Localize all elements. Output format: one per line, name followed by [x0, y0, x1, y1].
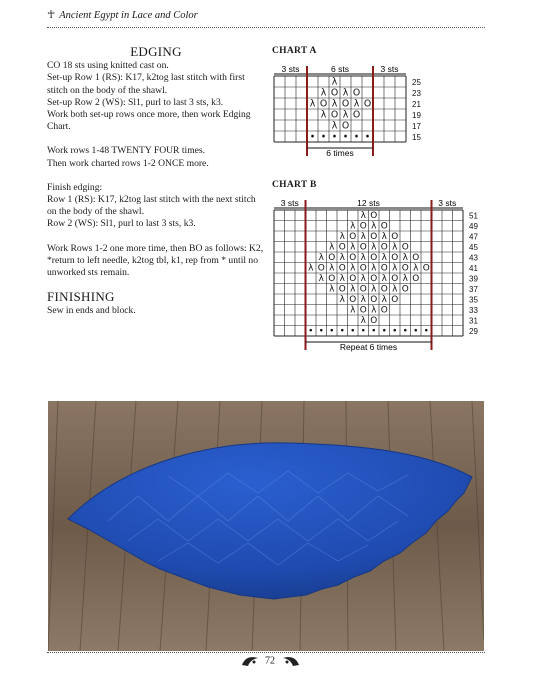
chartA-stitch-symbol: λ — [342, 109, 349, 121]
chartB-stitch-symbol: λ — [350, 263, 356, 274]
header-rule — [47, 27, 485, 28]
chartA-stitch-symbol: O — [363, 98, 372, 110]
chartB-stitch-symbol: λ — [318, 253, 324, 264]
instruction-finish-label: Finish edging: — [47, 181, 103, 193]
chartB-stitch-symbol: λ — [371, 221, 377, 232]
chartB-stitch-symbol: λ — [371, 305, 377, 316]
chartA-mid-label: 6 sts — [331, 64, 349, 74]
chartB-stitch-symbol: λ — [360, 295, 366, 306]
chartB-stitch-symbol: λ — [402, 274, 408, 285]
edging-instructions — [47, 46, 265, 330]
chartB-row-number: 31 — [469, 316, 478, 326]
chartA-stitch-symbol: λ — [331, 120, 338, 132]
chartB-stitch-symbol: • — [339, 326, 345, 337]
chartA-right-label: 3 sts — [380, 64, 399, 74]
chartA-stitch-symbol: O — [341, 120, 350, 132]
chartB-stitch-symbol: • — [423, 326, 429, 337]
chartB-stitch-symbol: λ — [381, 295, 387, 306]
chartB-stitch-symbol: λ — [329, 242, 335, 253]
chartB-stitch-symbol: O — [412, 253, 420, 264]
instruction-chart-once: Then work charted rows 1-2 ONCE more. — [47, 157, 209, 169]
instruction-cast-on: CO 18 sts using knitted cast on. — [47, 60, 169, 72]
chartB-stitch-symbol: λ — [381, 232, 387, 243]
chartB-stitch-symbol: • — [413, 326, 419, 337]
chartB-stitch-symbol: λ — [360, 211, 366, 222]
instruction-setup-row-2: Set-up Row 2 (WS): Sl1, purl to last 3 sts, k3. — [47, 96, 224, 108]
finishing-text: Sew in ends and block. — [47, 305, 136, 317]
chartB-left-label: 3 sts — [280, 198, 299, 208]
chartA-stitch-symbol: λ — [353, 98, 360, 110]
chartB-stitch-symbol: O — [391, 295, 399, 306]
chartB-stitch-symbol: O — [391, 274, 399, 285]
chartA-stitch-symbol: λ — [331, 76, 338, 88]
chartB-stitch-symbol: O — [317, 263, 325, 274]
chartB-stitch-symbol: O — [380, 284, 388, 295]
chartB-stitch-symbol: λ — [402, 253, 408, 264]
chartB-stitch-symbol: λ — [329, 263, 335, 274]
chartB-stitch-symbol: • — [329, 326, 335, 337]
chartB-stitch-symbol: O — [359, 221, 367, 232]
chartB-stitch-symbol: λ — [339, 232, 345, 243]
chartA-stitch-symbol: O — [352, 109, 361, 121]
chartB-stitch-symbol: λ — [360, 274, 366, 285]
left-ornament-icon — [241, 655, 259, 667]
chartA-stitch-symbol: λ — [320, 109, 327, 121]
chartB-stitch-symbol: O — [349, 274, 357, 285]
chartB-stitch-symbol: λ — [350, 221, 356, 232]
chartB-row-number: 49 — [469, 221, 478, 231]
chartB-stitch-symbol: • — [371, 326, 377, 337]
chartB-stitch-symbol: λ — [413, 263, 419, 274]
chartB-right-label: 3 sts — [438, 198, 457, 208]
chartB-stitch-symbol: • — [381, 326, 387, 337]
chartB-stitch-symbol: O — [370, 211, 378, 222]
finishing-heading: FINISHING — [47, 289, 115, 305]
chartB-stitch-symbol: O — [370, 316, 378, 327]
chartA-stitch-symbol: • — [342, 131, 349, 143]
chartB-stitch-symbol: O — [412, 274, 420, 285]
chart-a-title: CHART A — [272, 46, 317, 56]
chartB-row-number: 29 — [469, 326, 478, 336]
chartB-row-number: 41 — [469, 263, 478, 273]
chartB-stitch-symbol: • — [360, 326, 366, 337]
running-head — [47, 8, 198, 21]
chartA-stitch-symbol: O — [352, 87, 361, 99]
footer-rule — [47, 652, 485, 653]
chartB-row-number: 43 — [469, 253, 478, 263]
chartB-stitch-symbol: λ — [339, 295, 345, 306]
chartB-row-number: 45 — [469, 242, 478, 252]
chartB-stitch-symbol: O — [380, 221, 388, 232]
page-number: 72 — [265, 655, 275, 667]
chartA-stitch-symbol: • — [364, 131, 371, 143]
chartA-row-number: 21 — [412, 99, 421, 109]
chartB-stitch-symbol: λ — [371, 284, 377, 295]
chartB-stitch-symbol: O — [328, 274, 336, 285]
chartB-stitch-symbol: λ — [392, 263, 398, 274]
instruction-finish-row-2: Row 2 (WS): Sl1, purl to last 3 sts, k3. — [47, 218, 196, 230]
chartB-stitch-symbol: λ — [360, 316, 366, 327]
chartB-row-number: 39 — [469, 274, 478, 284]
chartA-stitch-symbol: O — [330, 87, 339, 99]
chartB-stitch-symbol: • — [308, 326, 314, 337]
chartB-stitch-symbol: O — [328, 253, 336, 264]
chartB-stitch-symbol: O — [370, 253, 378, 264]
instruction-repeat-setup: Work both set-up rows once more, then work Edging Chart. — [47, 109, 251, 133]
chartA-stitch-symbol: O — [341, 98, 350, 110]
instruction-bind-off: Work Rows 1-2 one more time, then BO as follows: K2, *return to left needle, k2tog tbl, k1, rep from * until no unworked sts remain. — [47, 242, 264, 279]
chartB-stitch-symbol: O — [391, 253, 399, 264]
right-ornament-icon — [282, 655, 300, 667]
chartB-row-number: 35 — [469, 295, 478, 305]
chartB-stitch-symbol: O — [370, 274, 378, 285]
chartB-row-number: 51 — [469, 211, 478, 221]
instruction-work-rows: Work rows 1-48 TWENTY FOUR times. — [47, 145, 206, 157]
chartB-row-number: 47 — [469, 232, 478, 242]
chartB-stitch-symbol: O — [338, 242, 346, 253]
chartA-stitch-symbol: O — [319, 98, 328, 110]
chartA-stitch-symbol: λ — [331, 98, 338, 110]
chartB-stitch-symbol: O — [349, 295, 357, 306]
chartB-stitch-symbol: λ — [360, 232, 366, 243]
chartA-stitch-symbol: λ — [320, 87, 327, 99]
chartB-stitch-symbol: λ — [339, 253, 345, 264]
shawl-photo — [48, 401, 484, 651]
chartB-stitch-symbol: O — [380, 263, 388, 274]
chartB-stitch-symbol: O — [401, 263, 409, 274]
chartA-row-number: 17 — [412, 121, 421, 131]
chartB-stitch-symbol: • — [392, 326, 398, 337]
chartA-stitch-symbol: • — [331, 131, 338, 143]
chartB-stitch-symbol: λ — [308, 263, 314, 274]
chartA-stitch-symbol: λ — [309, 98, 316, 110]
chartA-row-number: 23 — [412, 88, 421, 98]
chartA-stitch-symbol: O — [330, 109, 339, 121]
chartB-row-number: 37 — [469, 284, 478, 294]
instruction-finish-row-1: Row 1 (RS): K17, k2tog last stitch with the next stitch on the body of the shawl. — [47, 194, 256, 218]
chartB-stitch-symbol: O — [359, 242, 367, 253]
chartB-stitch-symbol: λ — [371, 263, 377, 274]
chartA-row-number: 19 — [412, 110, 421, 120]
chart-b — [270, 196, 480, 352]
folio — [0, 655, 540, 667]
chartB-stitch-symbol: λ — [381, 253, 387, 264]
chartB-stitch-symbol: O — [380, 305, 388, 316]
chartB-stitch-symbol: λ — [318, 274, 324, 285]
chart-b-title: CHART B — [272, 180, 317, 190]
chartA-bottom-label: 6 times — [326, 148, 354, 158]
chartB-stitch-symbol: O — [359, 284, 367, 295]
running-head-title: Ancient Egypt in Lace and Color — [59, 10, 198, 21]
chartB-stitch-symbol: O — [349, 232, 357, 243]
chartA-stitch-symbol: • — [320, 131, 327, 143]
chartA-stitch-symbol: λ — [342, 87, 349, 99]
chartB-stitch-symbol: λ — [329, 284, 335, 295]
chartB-stitch-symbol: O — [359, 305, 367, 316]
chartB-stitch-symbol: O — [401, 284, 409, 295]
chartB-stitch-symbol: • — [318, 326, 324, 337]
chartB-stitch-symbol: O — [370, 295, 378, 306]
chartB-stitch-symbol: λ — [392, 284, 398, 295]
chartA-stitch-symbol: • — [353, 131, 360, 143]
chartB-stitch-symbol: O — [359, 263, 367, 274]
chartB-stitch-symbol: • — [402, 326, 408, 337]
chart-a — [270, 62, 430, 158]
chartB-stitch-symbol: O — [338, 263, 346, 274]
chartB-stitch-symbol: O — [349, 253, 357, 264]
chartB-stitch-symbol: O — [391, 232, 399, 243]
chartB-mid-label: 12 sts — [357, 198, 380, 208]
chartB-stitch-symbol: • — [350, 326, 356, 337]
chartB-stitch-symbol: λ — [371, 242, 377, 253]
instruction-setup-row-1: Set-up Row 1 (RS): K17, k2tog last stitch with first stitch on the body of the shawl. — [47, 72, 245, 96]
chartB-row-number: 33 — [469, 305, 478, 315]
chartB-stitch-symbol: λ — [350, 284, 356, 295]
chartA-stitch-symbol: • — [309, 131, 316, 143]
chartB-stitch-symbol: λ — [360, 253, 366, 264]
chartA-row-number: 25 — [412, 77, 421, 87]
chartB-bottom-label: Repeat 6 times — [339, 342, 398, 352]
chartB-stitch-symbol: λ — [350, 305, 356, 316]
edging-heading: EDGING — [130, 44, 182, 59]
chartB-stitch-symbol: O — [380, 242, 388, 253]
chartB-stitch-symbol: λ — [339, 274, 345, 285]
ankh-icon: ☥ — [47, 9, 56, 21]
chartB-stitch-symbol: λ — [381, 274, 387, 285]
chartB-stitch-symbol: O — [370, 232, 378, 243]
chartA-left-label: 3 sts — [281, 64, 300, 74]
chartB-stitch-symbol: λ — [392, 242, 398, 253]
chartB-stitch-symbol: λ — [350, 242, 356, 253]
chartA-row-number: 15 — [412, 132, 421, 142]
chartB-stitch-symbol: O — [338, 284, 346, 295]
chartB-stitch-symbol: O — [422, 263, 430, 274]
chartB-stitch-symbol: O — [401, 242, 409, 253]
